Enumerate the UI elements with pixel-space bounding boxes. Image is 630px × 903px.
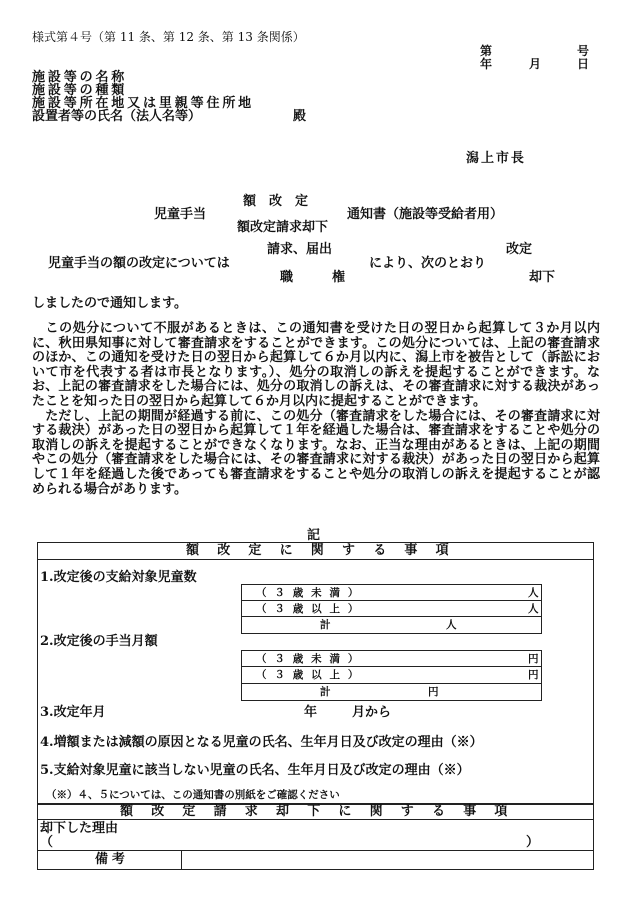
intro-lower-choice: 職 権 (280, 270, 346, 285)
intro-right-upper: 改定 (506, 242, 533, 257)
facility-type-label: 施設等の種類 (32, 83, 128, 98)
item2-under3-unit: 円 (528, 653, 539, 665)
item1-under3-label: （３歳未満） (256, 587, 367, 599)
rejection-paren-open: （ (40, 835, 54, 850)
item5-label: 5.支給対象児童に該当しない児童の氏名、生年月日及び改定の理由（※） (40, 763, 470, 778)
rejection-reason-divider (37, 850, 594, 851)
remarks-divider (181, 850, 182, 869)
date-month: 月 (529, 57, 542, 71)
item-note: （※）４、５については、この通知書の別紙をご確認ください (46, 789, 340, 801)
title-right: 通知書（施設等受給者用） (347, 207, 504, 222)
date-day: 日 (577, 57, 590, 71)
item2-divider-2 (241, 683, 542, 684)
remarks-label: 備考 (95, 852, 129, 867)
doc-no-dai: 第 (480, 44, 493, 58)
title-bottom: 額改定請求却下 (237, 220, 329, 235)
item2-total-label: 計 (320, 686, 331, 698)
intro-closing: しましたので通知します。 (32, 296, 187, 311)
rejection-header-divider (37, 819, 594, 820)
founder-name-label: 設置者等の氏名（法人名等） (32, 109, 202, 124)
intro-upper-choice: 請求、届出 (267, 242, 333, 257)
proviso-paragraph: ただし、上記の期間が経過する前に、この処分（審査請求をした場合には、その審査請求に対する裁決）があった日の翌日から起算して１年を経過した場合は、審査請求をすることや処分の取消しの訴えを提起することができなくなります。なお、正当な理由があるときは、上記の期間やこの処分（審査請求をした場合には、その審査請求に対する裁決）があった日の翌日から起算して１年を経過した後であっても審査請求をすることや処分の取消しの訴えを提起することが認められる場合があります。 (32, 408, 600, 497)
item1-total-unit: 人 (446, 619, 457, 631)
intro-middle: により、次のとおり (369, 256, 487, 271)
item1-total-label: 計 (320, 619, 331, 631)
revision-header-divider (37, 559, 594, 560)
doc-no-go: 号 (577, 44, 590, 58)
issuer: 潟上市長 (466, 151, 526, 166)
item2-label: 2.改定後の手当月額 (40, 634, 158, 649)
item2-total-unit: 円 (428, 686, 439, 698)
rejection-table-header: 額改定請求却下に関する事項 (120, 804, 526, 819)
intro-right-lower: 却下 (529, 270, 556, 285)
item2-over3-label: （３歳以上） (256, 669, 367, 681)
item3-label: 3.改定年月 (40, 705, 106, 720)
intro-lead: 児童手当の額の改定については (48, 256, 230, 271)
rejection-reason-label: 却下した理由 (40, 821, 119, 836)
item3-month: 月から (352, 705, 392, 720)
item4-label: 4.増額または減額の原因となる児童の氏名、生年月日及び改定の理由（※） (40, 735, 483, 750)
item1-over3-label: （３歳以上） (256, 603, 367, 615)
item1-divider-1 (241, 600, 542, 601)
item2-under3-label: （３歳未満） (256, 653, 367, 665)
facility-address-label: 施設等所在地又は里親等住所地 (32, 96, 255, 111)
item1-label: 1.改定後の支給対象児童数 (40, 570, 197, 585)
item1-under3-unit: 人 (528, 587, 539, 599)
honorific: 殿 (293, 109, 307, 124)
title-left: 児童手当 (154, 207, 207, 222)
item1-over3-unit: 人 (528, 603, 539, 615)
date-year: 年 (480, 57, 493, 71)
ki-marker: 記 (307, 528, 321, 543)
revision-table-header: 額改定に関する事項 (186, 543, 467, 558)
item3-year: 年 (304, 705, 318, 720)
item2-divider-1 (241, 666, 542, 667)
body-text (32, 322, 600, 497)
appeal-paragraph: この処分について不服があるときは、この通知書を受けた日の翌日から起算して３か月以内に、秋田県知事に対して審査請求をすることができます。この処分については、上記の審査請求のほか、この通知を受けた日の翌日から起算して６か月以内に、潟上市を被告として（訴訟において市を代表する者は市長となります。）、処分の取消しの訴えを提起することができます。なお、上記の審査請求をした場合には、処分の取消しの訴えは、その審査請求に対する裁決があったことを知った日の翌日から起算して６か月以内に提起することができます。 (32, 321, 600, 409)
title-top: 額 改 定 (243, 194, 309, 209)
facility-name-label: 施設等の名称 (32, 70, 128, 85)
rejection-paren-close: ） (526, 835, 540, 850)
item1-divider-2 (241, 616, 542, 617)
form-number: 様式第４号（第 11 条、第 12 条、第 13 条関係） (32, 30, 305, 44)
item2-over3-unit: 円 (528, 669, 539, 681)
